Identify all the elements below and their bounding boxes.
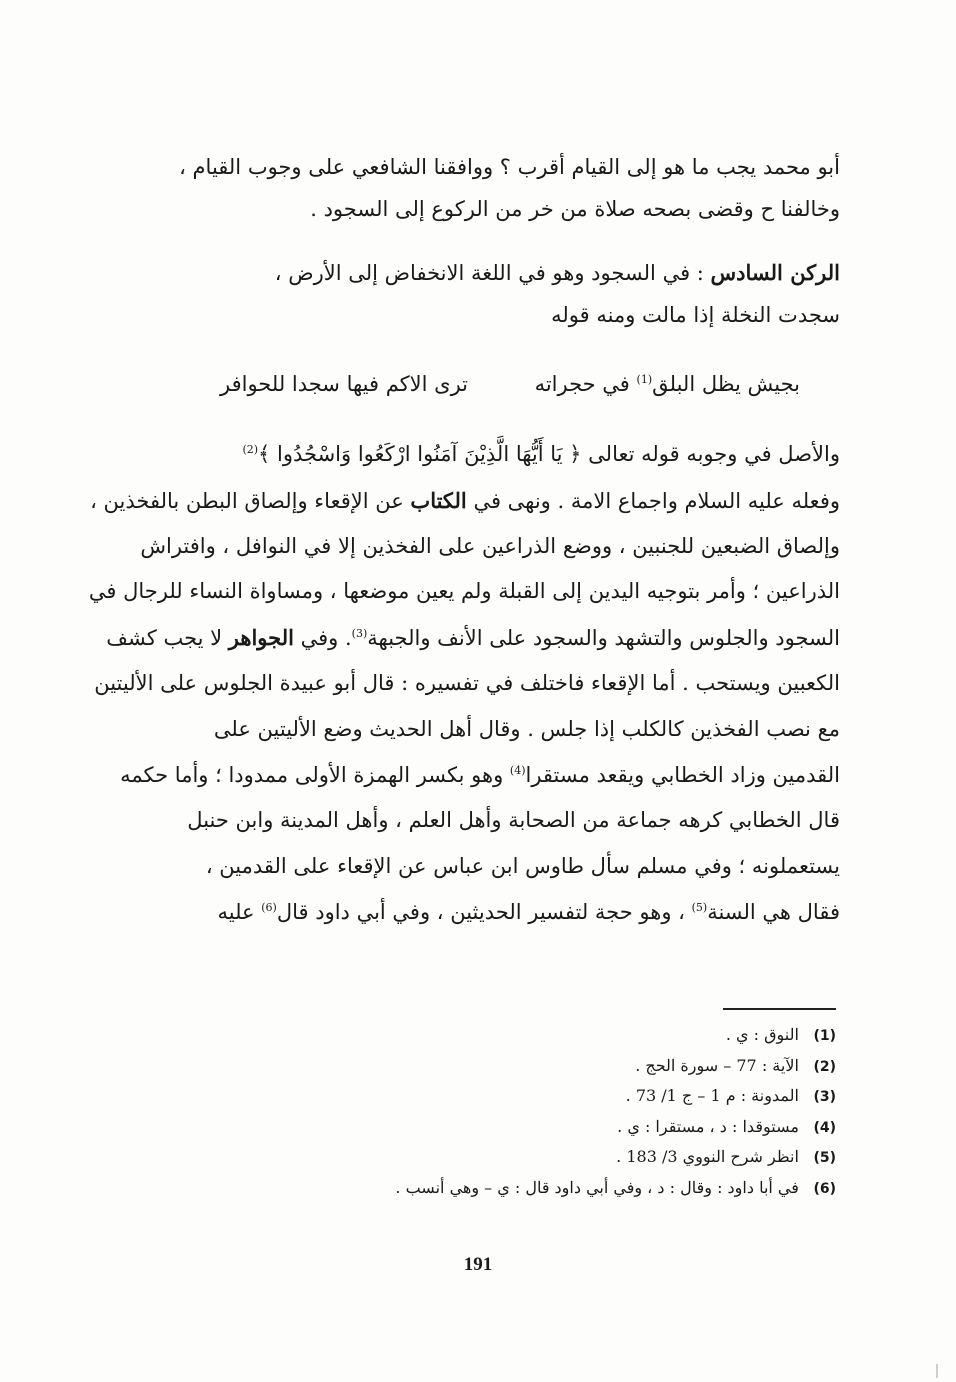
text-line: الذراعين ؛ وأمر بتوجيه اليدين إلى القبلة ولم يعين موضعها ، ومساواة النساء للرجال في <box>88 579 840 604</box>
text-line <box>160 432 840 478</box>
footnote-number: (1) <box>813 1028 836 1044</box>
paragraph-3 <box>88 432 840 936</box>
text-run: السجود والجلوس والتشهد والسجود على الأنف والجبهة <box>367 626 840 651</box>
text-run: القدمين وزاد الخطابي ويقعد مستقرا <box>525 762 840 787</box>
verse-first-hemistich <box>535 372 800 396</box>
footnote-number: (5) <box>813 1150 836 1166</box>
text-line: يستعملونه ؛ وفي مسلم سأل طاوس ابن عباس عن الإقعاء على القدمين ، <box>205 854 840 879</box>
text-run: عن الإقعاء وإلصاق البطن بالفخذين ، <box>90 488 411 513</box>
footnote-ref[interactable]: (3) <box>351 627 368 641</box>
section-term: الركن السادس <box>710 260 840 285</box>
footnotes <box>300 1020 836 1203</box>
footnote-item <box>300 1020 836 1051</box>
paragraph-1 <box>160 146 840 230</box>
text-line: مع نصب الفخذين كالكلب إذا جلس . وقال أهل الحديث وضع الأليتين على <box>213 716 840 741</box>
footnote-text: في أبا داود : وقال : د ، وفي أبي داود قال : ي – وهي أنسب . <box>395 1177 799 1197</box>
text-line <box>160 252 840 294</box>
footnote-ref[interactable]: (2) <box>242 443 259 456</box>
footnote-ref[interactable]: (1) <box>636 373 653 386</box>
footnote-number: (4) <box>813 1119 836 1136</box>
verse-second-hemistich: ترى الاكم فيها سجدا للحوافر <box>220 372 469 396</box>
footnote-item <box>300 1173 836 1204</box>
text-run: ، وهو حجة لتفسير الحديثين ، وفي أبي داود قال <box>276 899 692 924</box>
text-run: لا يجب كشف <box>106 626 229 651</box>
footnote-ref[interactable]: (4) <box>509 763 526 777</box>
footnote-number: (3) <box>813 1089 836 1105</box>
paragraph-2 <box>160 252 840 336</box>
text-run: في حجراته <box>534 372 637 396</box>
text-line <box>160 890 840 936</box>
scan-artifact <box>936 1364 938 1378</box>
text-run: عليه <box>217 899 262 924</box>
text-run: : في السجود وهو في اللغة الانخفاض إلى الأرض ، <box>274 261 711 285</box>
text-run: وهو بكسر الهمزة الأولى ممدودا ؛ وأما حكمه <box>120 762 510 787</box>
footnote-text: الآية : 77 – سورة الحج . <box>635 1055 799 1075</box>
text-run: . وفي <box>293 626 352 651</box>
book-reference: الكتاب <box>410 487 467 513</box>
footnote-separator <box>723 1008 836 1010</box>
text-line: أبو محمد يجب ما هو إلى القيام أقرب ؟ ووافقنا الشافعي على وجوب القيام ، <box>179 155 840 179</box>
footnote-text: النوق : ي . <box>725 1025 799 1044</box>
text-line: قال الخطابي كرهه جماعة من الصحابة وأهل العلم ، وأهل المدينة وابن حنبل <box>187 808 840 833</box>
text-run: بجيش يظل البلق <box>652 372 800 396</box>
text-run: فقال هي السنة <box>707 899 840 924</box>
footnote-item <box>300 1051 836 1082</box>
footnote-number: (6) <box>813 1180 836 1197</box>
text-run: وفعله عليه السلام واجماع الامة . ونهى في <box>466 488 840 513</box>
footnote-text: المدونة : م 1 – ج 1/ 73 . <box>625 1086 799 1105</box>
page-number: 191 <box>463 1254 493 1275</box>
footnote-item <box>300 1112 836 1143</box>
footnote-item <box>300 1081 836 1112</box>
text-run: والأصل في وجوبه قوله تعالى ﴿ يَا أَيُّهَا الَّذِيْنَ آمَنُوا ارْكَعُوا وَاسْجُدُوا ﴾ <box>258 442 840 466</box>
footnote-text: انظر شرح النووي 3/ 183 . <box>616 1147 799 1166</box>
text-line <box>120 753 840 799</box>
footnote-text: مستوقدا : د ، مستقرا : ي . <box>617 1116 799 1136</box>
text-line <box>90 478 840 524</box>
text-line: الكعبين ويستحب . أما الإقعاء فاختلف في تفسيره : قال أبو عبيدة الجلوس على الأليتين <box>94 670 840 695</box>
footnote-item <box>300 1142 836 1173</box>
footnote-ref[interactable]: (6) <box>261 900 277 914</box>
text-line <box>106 615 840 661</box>
text-line: سجدت النخلة إذا مالت ومنه قوله <box>551 303 840 327</box>
poetry-verse <box>200 372 800 412</box>
book-reference: الجواهر <box>228 625 294 651</box>
footnote-ref[interactable]: (5) <box>691 900 708 914</box>
text-line: وإلصاق الضبعين للجنبين ، ووضع الذراعين على الفخذين إلا في النوافل ، وافتراش <box>140 533 840 558</box>
text-line: وخالفنا ح وقضى بصحه صلاة من خر من الركوع إلى السجود . <box>310 197 840 221</box>
footnote-number: (2) <box>813 1058 836 1075</box>
